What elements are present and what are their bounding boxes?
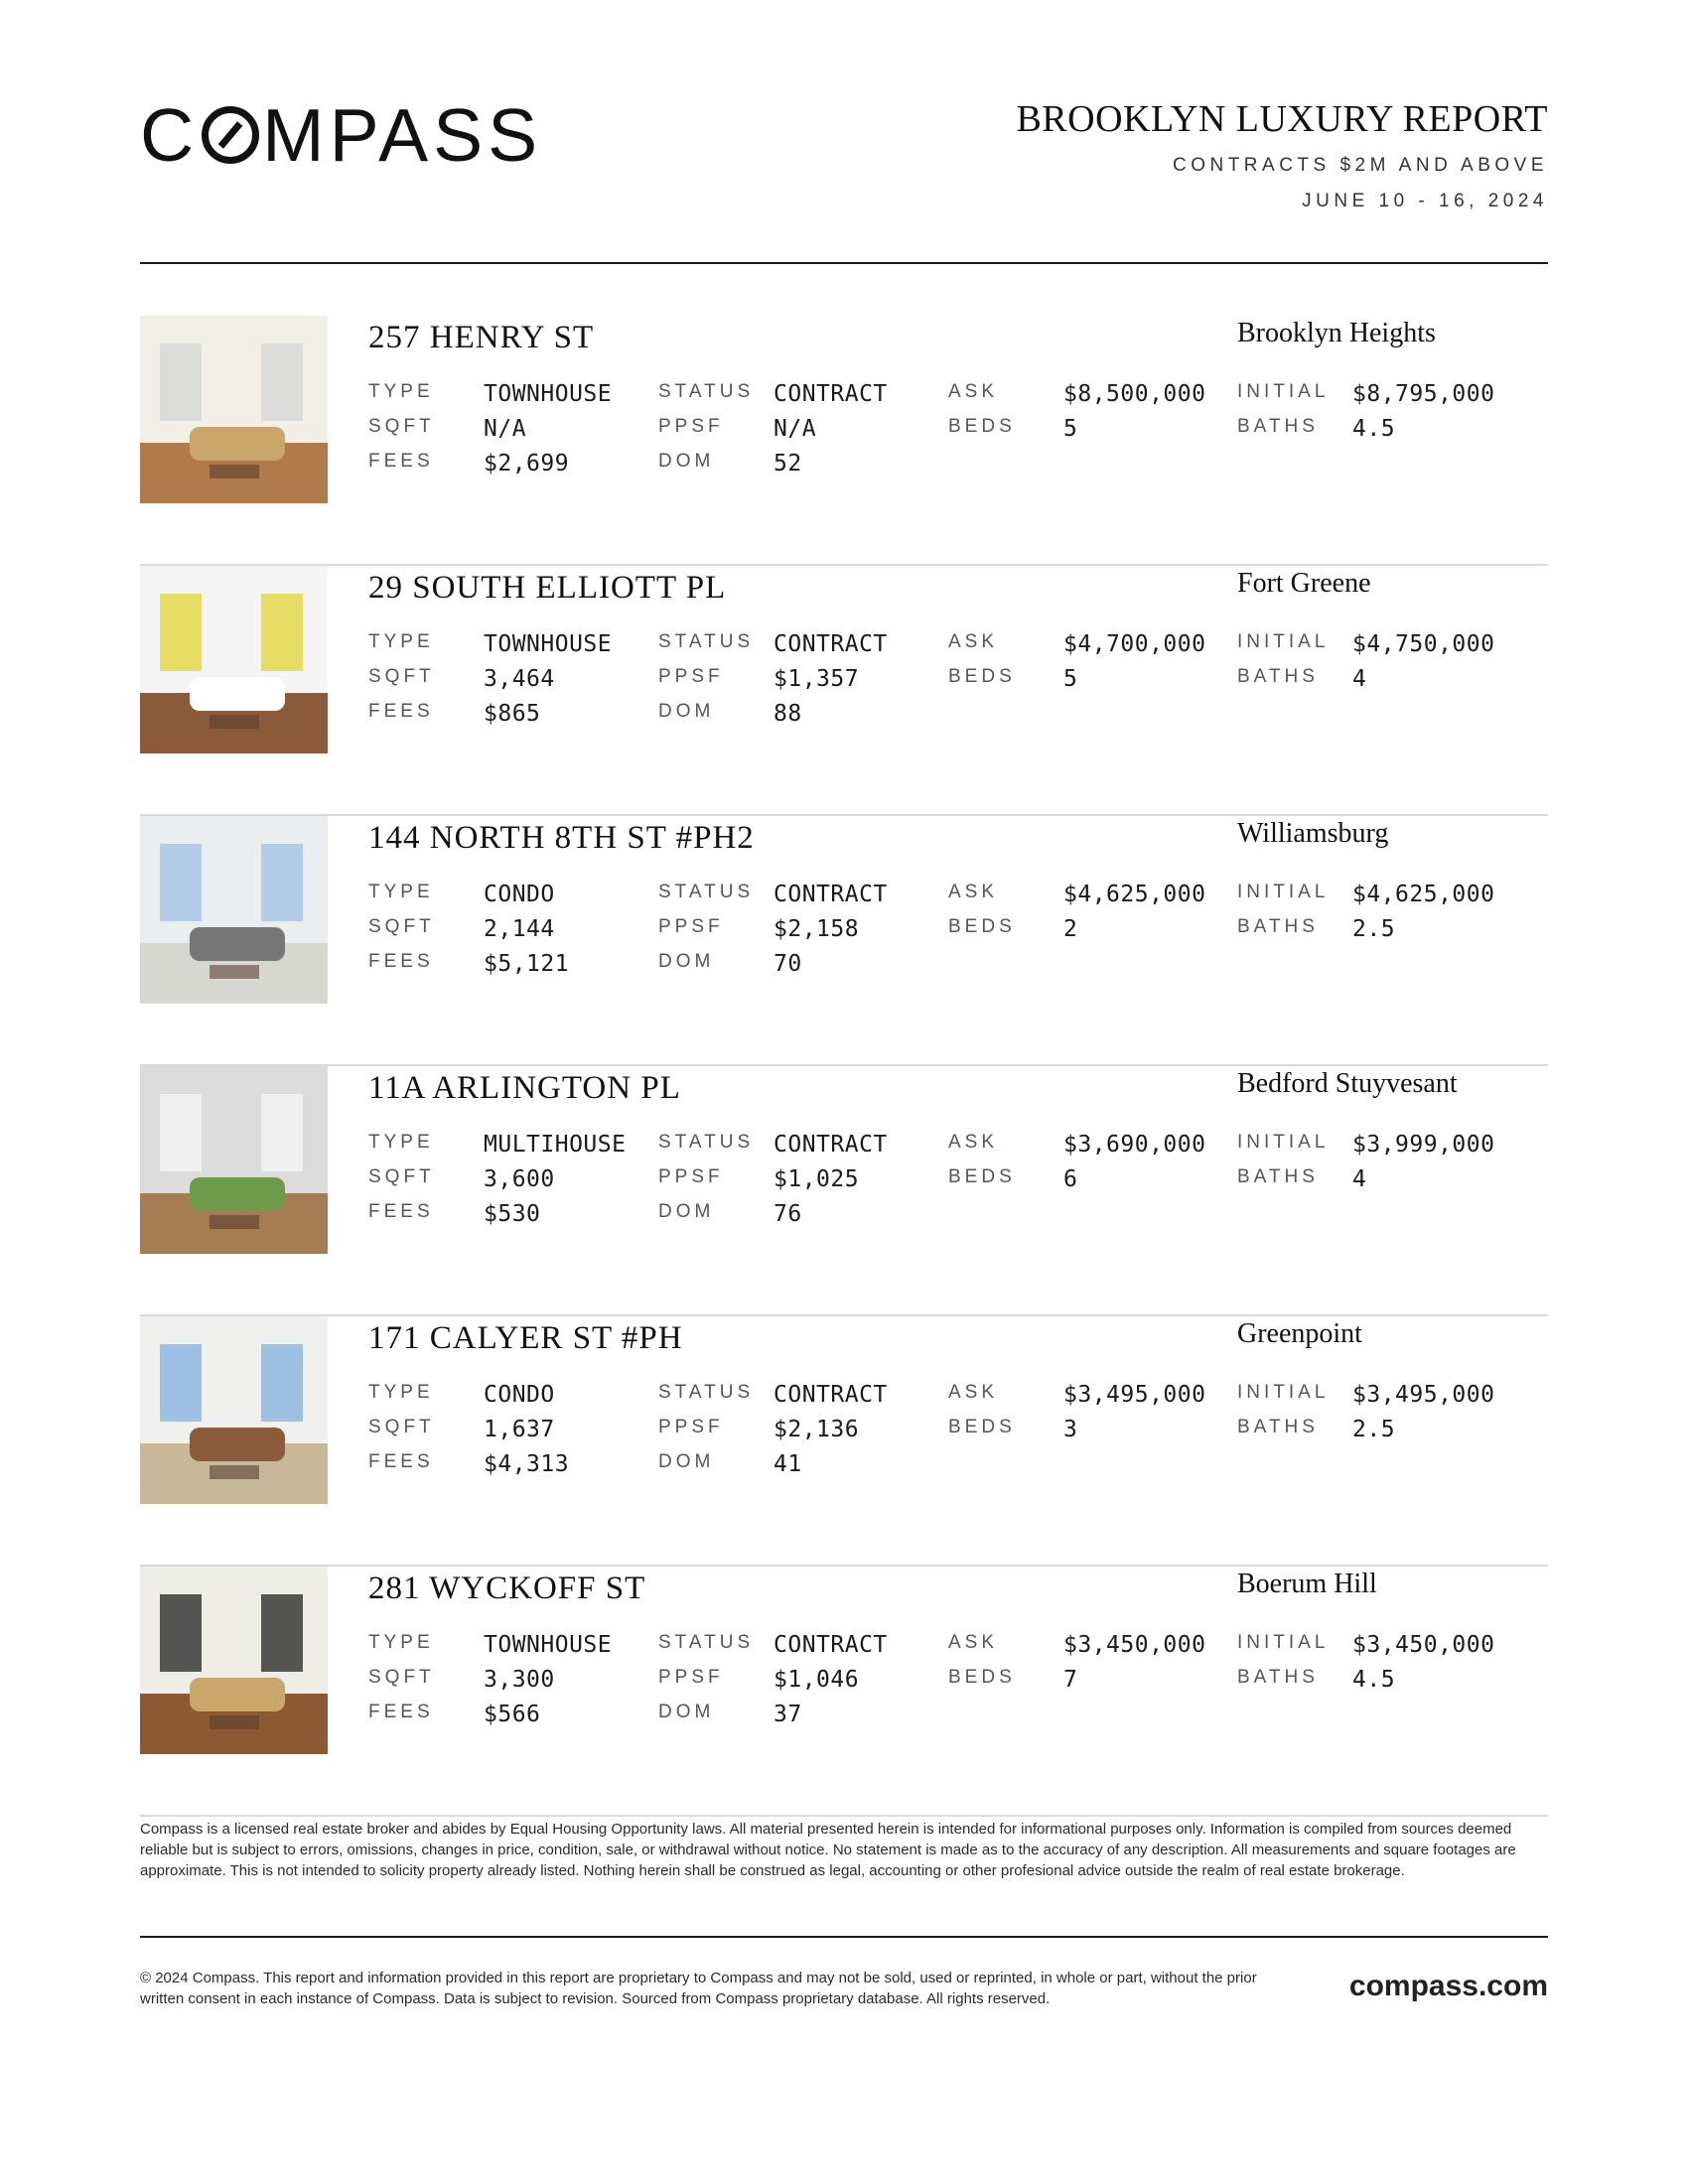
property-photo[interactable] bbox=[140, 1066, 328, 1254]
baths-label: BATHS bbox=[1237, 1667, 1319, 1688]
baths-value: 2.5 bbox=[1352, 1417, 1396, 1442]
fees-label: FEES bbox=[368, 451, 434, 472]
property-photo-image bbox=[140, 316, 328, 503]
ppsf-label: PPSF bbox=[658, 416, 724, 437]
status-label: STATUS bbox=[658, 1382, 755, 1403]
sqft-label: SQFT bbox=[368, 1166, 435, 1187]
initial-label: INITIAL bbox=[1237, 381, 1330, 402]
ask-label: ASK bbox=[948, 381, 999, 402]
ppsf-label: PPSF bbox=[658, 1667, 724, 1688]
initial-value: $4,625,000 bbox=[1352, 882, 1495, 907]
initial-label: INITIAL bbox=[1237, 1632, 1330, 1653]
dom-value: 41 bbox=[774, 1451, 802, 1477]
beds-label: BEDS bbox=[948, 1166, 1016, 1187]
fees-value: $4,313 bbox=[484, 1451, 570, 1477]
neighborhood: Fort Greene bbox=[1237, 568, 1371, 599]
listing-row[interactable] bbox=[140, 816, 1548, 1066]
ppsf-value: $2,136 bbox=[774, 1417, 860, 1442]
initial-value: $4,750,000 bbox=[1352, 631, 1495, 657]
fees-value: $530 bbox=[484, 1201, 541, 1227]
baths-label: BATHS bbox=[1237, 416, 1319, 437]
type-value: TOWNHOUSE bbox=[484, 381, 613, 407]
report-title: BROOKLYN LUXURY REPORT bbox=[1016, 98, 1548, 140]
initial-value: $3,495,000 bbox=[1352, 1382, 1495, 1408]
listing-row[interactable] bbox=[140, 316, 1548, 566]
beds-label: BEDS bbox=[948, 666, 1016, 687]
sqft-value: 3,600 bbox=[484, 1166, 555, 1192]
ask-label: ASK bbox=[948, 1632, 999, 1653]
dom-value: 52 bbox=[774, 451, 802, 477]
dom-value: 76 bbox=[774, 1201, 802, 1227]
header-divider bbox=[140, 262, 1548, 264]
property-photo[interactable] bbox=[140, 1316, 328, 1504]
fees-value: $566 bbox=[484, 1702, 541, 1727]
sqft-label: SQFT bbox=[368, 916, 435, 937]
beds-value: 3 bbox=[1063, 1417, 1078, 1442]
initial-value: $3,999,000 bbox=[1352, 1132, 1495, 1158]
beds-value: 2 bbox=[1063, 916, 1078, 942]
property-photo-image bbox=[140, 816, 328, 1004]
fees-label: FEES bbox=[368, 1702, 434, 1722]
status-value: CONTRACT bbox=[774, 882, 888, 907]
baths-value: 4.5 bbox=[1352, 1667, 1396, 1693]
ppsf-label: PPSF bbox=[658, 916, 724, 937]
type-label: TYPE bbox=[368, 381, 434, 402]
dom-label: DOM bbox=[658, 1451, 715, 1472]
baths-value: 4 bbox=[1352, 666, 1367, 692]
ask-value: $4,700,000 bbox=[1063, 631, 1206, 657]
sqft-label: SQFT bbox=[368, 1667, 435, 1688]
status-label: STATUS bbox=[658, 1132, 755, 1153]
sqft-value: N/A bbox=[484, 416, 527, 442]
sqft-value: 2,144 bbox=[484, 916, 555, 942]
disclaimer-text: Compass is a licensed real estate broker and abides by Equal Housing Opportunity laws. All material presented herein is intended for informational purposes only. Information is compiled from sources deemed reliable but is subject to errors, omissions, changes in price, condition, sale, or withdrawal without notice. No statement is made as to the accuracy of any description. All measurements and square footages are approximate. This is not intended to solicity property already listed. Nothing herein shall be construed as legal, accounting or other profesional advice outside the realm of real estate brokerage. bbox=[140, 1821, 1516, 1879]
sqft-label: SQFT bbox=[368, 416, 435, 437]
neighborhood: Greenpoint bbox=[1237, 1318, 1362, 1349]
type-label: TYPE bbox=[368, 882, 434, 902]
property-photo[interactable] bbox=[140, 566, 328, 753]
initial-value: $3,450,000 bbox=[1352, 1632, 1495, 1658]
copyright-text: © 2024 Compass. This report and information provided in this report are proprietary to Compass and may not be sold, used or reprinted, in whole or part, without the prior written consent in each instance of Compass. Data is subject to revision. Sourced from Compass proprietary database. All rights reserved. bbox=[140, 1970, 1257, 2007]
website-link[interactable]: compass.com bbox=[1348, 1970, 1548, 2002]
property-address[interactable]: 281 WYCKOFF ST bbox=[368, 1570, 646, 1606]
fees-label: FEES bbox=[368, 701, 434, 722]
dom-label: DOM bbox=[658, 1702, 715, 1722]
initial-value: $8,795,000 bbox=[1352, 381, 1495, 407]
ask-value: $3,690,000 bbox=[1063, 1132, 1206, 1158]
ask-label: ASK bbox=[948, 1132, 999, 1153]
initial-label: INITIAL bbox=[1237, 882, 1330, 902]
property-address[interactable]: 144 NORTH 8TH ST #PH2 bbox=[368, 820, 755, 856]
listing-row[interactable] bbox=[140, 566, 1548, 816]
neighborhood: Bedford Stuyvesant bbox=[1237, 1068, 1458, 1099]
type-value: TOWNHOUSE bbox=[484, 631, 613, 657]
ask-value: $3,450,000 bbox=[1063, 1632, 1206, 1658]
type-value: CONDO bbox=[484, 882, 555, 907]
beds-label: BEDS bbox=[948, 1417, 1016, 1437]
status-value: CONTRACT bbox=[774, 631, 888, 657]
property-photo[interactable] bbox=[140, 816, 328, 1004]
status-label: STATUS bbox=[658, 381, 755, 402]
fees-value: $865 bbox=[484, 701, 541, 727]
type-value: CONDO bbox=[484, 1382, 555, 1408]
property-address[interactable]: 171 CALYER ST #PH bbox=[368, 1320, 683, 1356]
beds-value: 5 bbox=[1063, 666, 1078, 692]
beds-value: 6 bbox=[1063, 1166, 1078, 1192]
beds-label: BEDS bbox=[948, 416, 1016, 437]
property-photo[interactable] bbox=[140, 1567, 328, 1754]
fees-value: $5,121 bbox=[484, 951, 570, 977]
dom-label: DOM bbox=[658, 1201, 715, 1222]
type-label: TYPE bbox=[368, 1632, 434, 1653]
baths-value: 4 bbox=[1352, 1166, 1367, 1192]
ppsf-value: $1,357 bbox=[774, 666, 860, 692]
dom-value: 37 bbox=[774, 1702, 802, 1727]
ask-value: $8,500,000 bbox=[1063, 381, 1206, 407]
status-value: CONTRACT bbox=[774, 1132, 888, 1158]
beds-value: 7 bbox=[1063, 1667, 1078, 1693]
ppsf-value: N/A bbox=[774, 416, 817, 442]
type-label: TYPE bbox=[368, 631, 434, 652]
sqft-label: SQFT bbox=[368, 1417, 435, 1437]
sqft-label: SQFT bbox=[368, 666, 435, 687]
baths-label: BATHS bbox=[1237, 1417, 1319, 1437]
baths-label: BATHS bbox=[1237, 666, 1319, 687]
baths-label: BATHS bbox=[1237, 1166, 1319, 1187]
ppsf-label: PPSF bbox=[658, 666, 724, 687]
beds-label: BEDS bbox=[948, 916, 1016, 937]
property-photo-image bbox=[140, 1316, 328, 1504]
ask-label: ASK bbox=[948, 882, 999, 902]
baths-value: 4.5 bbox=[1352, 416, 1396, 442]
ask-label: ASK bbox=[948, 631, 999, 652]
baths-value: 2.5 bbox=[1352, 916, 1396, 942]
report-subtitle: CONTRACTS $2M AND ABOVE bbox=[1172, 155, 1548, 176]
listing-row[interactable] bbox=[140, 1567, 1548, 1817]
property-photo-image bbox=[140, 1066, 328, 1254]
fees-value: $2,699 bbox=[484, 451, 570, 477]
listing-row[interactable] bbox=[140, 1066, 1548, 1316]
initial-label: INITIAL bbox=[1237, 1382, 1330, 1403]
property-address[interactable]: 29 SOUTH ELLIOTT PL bbox=[368, 570, 727, 606]
property-photo-image bbox=[140, 566, 328, 753]
fees-label: FEES bbox=[368, 951, 434, 972]
status-value: CONTRACT bbox=[774, 381, 888, 407]
status-value: CONTRACT bbox=[774, 1382, 888, 1408]
fees-label: FEES bbox=[368, 1451, 434, 1472]
ask-value: $3,495,000 bbox=[1063, 1382, 1206, 1408]
ppsf-label: PPSF bbox=[658, 1417, 724, 1437]
fees-label: FEES bbox=[368, 1201, 434, 1222]
beds-label: BEDS bbox=[948, 1667, 1016, 1688]
sqft-value: 3,464 bbox=[484, 666, 555, 692]
report-date-range: JUNE 10 - 16, 2024 bbox=[1302, 191, 1548, 211]
ask-value: $4,625,000 bbox=[1063, 882, 1206, 907]
baths-label: BATHS bbox=[1237, 916, 1319, 937]
ppsf-value: $2,158 bbox=[774, 916, 860, 942]
sqft-value: 3,300 bbox=[484, 1667, 555, 1693]
type-label: TYPE bbox=[368, 1382, 434, 1403]
type-value: MULTIHOUSE bbox=[484, 1132, 627, 1158]
property-address[interactable]: 11A ARLINGTON PL bbox=[368, 1070, 681, 1106]
dom-label: DOM bbox=[658, 951, 715, 972]
type-value: TOWNHOUSE bbox=[484, 1632, 613, 1658]
dom-value: 88 bbox=[774, 701, 802, 727]
status-value: CONTRACT bbox=[774, 1632, 888, 1658]
initial-label: INITIAL bbox=[1237, 1132, 1330, 1153]
logo-compass-o-icon bbox=[202, 106, 259, 164]
sqft-value: 1,637 bbox=[484, 1417, 555, 1442]
compass-logo: C MPASS bbox=[140, 93, 543, 177]
dom-label: DOM bbox=[658, 451, 715, 472]
property-photo-image bbox=[140, 1567, 328, 1754]
listing-row[interactable] bbox=[140, 1316, 1548, 1567]
status-label: STATUS bbox=[658, 882, 755, 902]
initial-label: INITIAL bbox=[1237, 631, 1330, 652]
ppsf-value: $1,046 bbox=[774, 1667, 860, 1693]
type-label: TYPE bbox=[368, 1132, 434, 1153]
dom-value: 70 bbox=[774, 951, 802, 977]
beds-value: 5 bbox=[1063, 416, 1078, 442]
status-label: STATUS bbox=[658, 631, 755, 652]
ppsf-label: PPSF bbox=[658, 1166, 724, 1187]
neighborhood: Boerum Hill bbox=[1237, 1569, 1377, 1599]
property-address[interactable]: 257 HENRY ST bbox=[368, 320, 595, 355]
status-label: STATUS bbox=[658, 1632, 755, 1653]
footer-divider bbox=[140, 1936, 1548, 1938]
property-photo[interactable] bbox=[140, 316, 328, 503]
ask-label: ASK bbox=[948, 1382, 999, 1403]
neighborhood: Williamsburg bbox=[1237, 818, 1389, 849]
dom-label: DOM bbox=[658, 701, 715, 722]
neighborhood: Brooklyn Heights bbox=[1237, 318, 1436, 348]
ppsf-value: $1,025 bbox=[774, 1166, 860, 1192]
